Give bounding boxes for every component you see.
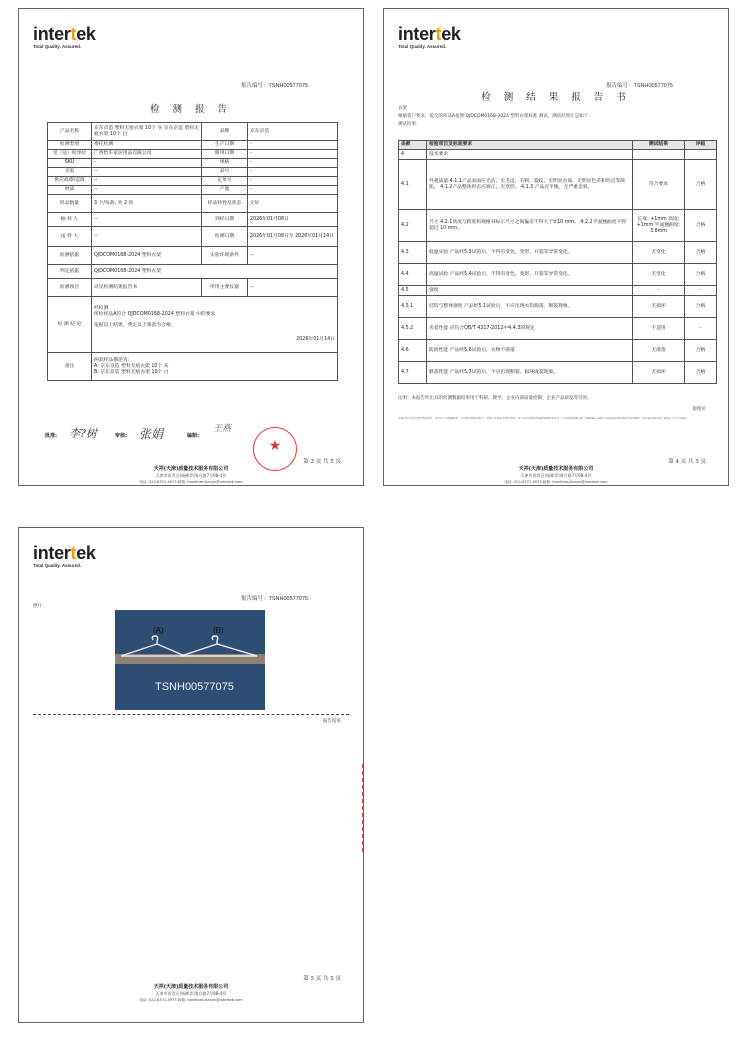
type-value: 委托检测: [92, 141, 202, 150]
sender-label: 送 样 人: [48, 227, 92, 247]
table-row: [399, 210, 717, 242]
sku-label: SKU: [48, 159, 92, 168]
state-label: 样品特性及状态: [202, 195, 248, 213]
approver-signature: 李?树: [69, 427, 97, 440]
page-number: 第 3 页 共 5 页: [303, 459, 341, 465]
brand-label: 品牌: [202, 123, 248, 141]
expiry-label: 限用日期: [202, 150, 248, 159]
report-number: 报告编号：TSNH00577075: [606, 83, 673, 89]
basis-value: QJDCOM0168-2024 塑料衣架: [92, 247, 202, 265]
table-cell: 无损坏: [633, 362, 685, 384]
conclusion-date: 2026年01月14日: [296, 337, 335, 342]
reviewer-signature: 张娟: [139, 427, 164, 441]
table-cell: 防滑性能 产品经5.6试验后，衣物不滑落: [427, 340, 633, 362]
table-cell: 4.7: [399, 362, 427, 384]
report-page-1: [18, 8, 364, 486]
mfg-date-value: -: [248, 141, 338, 150]
hangers-illustration: [115, 610, 265, 710]
table-cell: 合格: [685, 362, 717, 384]
report-end: 报告结束: [323, 719, 341, 724]
col-item: 检验项目及标准要求: [427, 141, 633, 150]
items-label: 检测项目: [48, 279, 92, 297]
table-row: [399, 296, 717, 318]
table-cell: -: [633, 286, 685, 296]
hanger-a: [121, 636, 185, 656]
col-clause: 条款: [399, 141, 427, 150]
mfg-date-label: 生产日期: [202, 141, 248, 150]
buyer-value: --: [92, 168, 202, 177]
origin-value: -: [248, 186, 338, 195]
table-cell: 无滑落: [633, 340, 685, 362]
table-row: [399, 362, 717, 384]
report-info-table: [47, 122, 338, 381]
signature-row: [45, 417, 345, 457]
footer-address: 天津市西青区(杨柳青)海月路7号9B-4层: [520, 473, 592, 478]
table-cell: 无变化: [633, 242, 685, 264]
sample-photo: [115, 610, 265, 710]
instrument-value: --: [248, 279, 338, 297]
table-cell: [633, 150, 685, 160]
conclusion-label: 检 测 结 论: [48, 297, 92, 353]
intro-results: 测试结果：: [398, 122, 421, 127]
client-label: 受（送）检单位: [48, 150, 92, 159]
intertek-logo: intertek Total Quality. Assured.: [398, 24, 461, 49]
table-cell: 夹着性能 应符合QB/T 4317-2012中4.4.3的规定: [427, 318, 633, 340]
intertek-logo: intertek Total Quality. Assured.: [33, 24, 96, 49]
table-cell: 无损坏: [633, 296, 685, 318]
report-number: 报告编号：TSNH00577075: [241, 596, 308, 602]
table-cell: 高温试验 产品经5.4试验后，不得有变色、变形、开裂等异常变化。: [427, 264, 633, 286]
basis-label: 检测依据: [48, 247, 92, 265]
item-no-value: -: [248, 168, 338, 177]
remarks-line-3: B: 京东京造 塑料无痕衣架 10个 白: [94, 369, 169, 375]
page-title: 检 测 报 告: [149, 104, 233, 115]
table-cell: 合格: [685, 340, 717, 362]
page-number: 第 5 页 共 5 页: [303, 976, 341, 982]
qty-label: 样品数量: [48, 195, 92, 213]
page-number: 第 4 页 共 5 页: [668, 459, 706, 465]
table-cell: 4.4: [399, 264, 427, 286]
conclusion-line-2: 所检样品A符合 QJDCOM0168-2024 塑料衣架 中的要求: [94, 312, 216, 317]
page-title: 检 测 结 果 报 告 书: [481, 92, 631, 103]
sender-value: --: [92, 227, 202, 247]
company-seal: ★: [253, 427, 297, 471]
intertek-logo: intertek Total Quality. Assured.: [33, 543, 96, 568]
table-cell: 4.5: [399, 286, 427, 296]
intro-text: 根据客户要求，提交的样品A按照 QJDCOM0168-2024 塑料衣架标准 测试，测试结果汇总如下：: [398, 114, 593, 119]
logo-tagline: Total Quality. Assured.: [398, 44, 447, 49]
footer-company: 天祥(天津)质量技术服务有限公司: [153, 466, 229, 472]
env-label: 实验环境条件: [202, 247, 248, 265]
remarks-line-1: 两款样品描述为:: [94, 357, 130, 363]
table-row: [399, 318, 717, 340]
table-cell: 长度: +1mm 高度: +1mm 平面翘曲度: 3.8mm: [633, 210, 685, 242]
judge-value: QJDCOM0168-2024 塑料衣架: [92, 265, 338, 279]
order-no-value: -: [248, 177, 338, 186]
table-cell: 外观质量 4.1.1产品表面应光洁，无毛边、毛刺、裂纹，无明显杂质，无明显色差和凹点等缺陷。 4.1.2产品整体形态应端正，无变形。 4.1.3 产品应平衡，无严重歪斜。: [427, 160, 633, 210]
report-page-2: [383, 8, 729, 486]
table-cell: 技术要求: [427, 150, 633, 160]
sku-value: -: [92, 159, 202, 168]
items-value: 详见检测结果报告书: [92, 279, 202, 297]
results-table: [398, 140, 717, 384]
product-label: 产品名称: [48, 123, 92, 141]
material-label: 材质: [48, 186, 92, 195]
product-value: 京东京造 塑料无痕衣架 10个 灰 京东京造 塑料无痕衣架 10个 白: [92, 123, 202, 141]
table-cell: 尺寸 4.2.1高度与跨度和规格书标示尺寸之间偏差不得大于±10 mm。 4.2.2平面翘曲度不得超过 10 mm。: [427, 210, 633, 242]
instrument-label: 所用主要仪器: [202, 279, 248, 297]
brand-value: 京东京造: [248, 123, 338, 141]
table-cell: 4.2: [399, 210, 427, 242]
logo-tagline: Total Quality. Assured.: [33, 44, 82, 49]
type-label: 检测类别: [48, 141, 92, 150]
col-result: 测试结果: [633, 141, 685, 150]
remarks-line-2: A: 京东京造 塑料无痕衣架 10个 灰: [94, 363, 169, 369]
table-row: [399, 242, 717, 264]
table-cell: 强度: [427, 286, 633, 296]
footer-contact: 电话: 022-8371-4973 邮箱: hardlines.tianjin@intertek.com: [139, 998, 243, 1002]
expiry-value: -: [248, 150, 338, 159]
usage-note: 注明：本报告所出具的检测数据结果用于科研、教学、企业内部质量控制、企业产品研发等目的。: [398, 396, 592, 401]
footer-address: 天津市西青区(杨柳青)海月路7号9B-4层: [155, 991, 227, 996]
table-cell: 4.5.1: [399, 296, 427, 318]
table-cell: 合格: [685, 210, 717, 242]
remarks-label: 备注: [48, 353, 92, 381]
item-no-label: 品号: [202, 168, 248, 177]
table-cell: 4.1: [399, 160, 427, 210]
judge-label: 判定依据: [48, 265, 92, 279]
table-cell: 跌落性能 产品经5.7试验后，不应出现断裂、损坏或裂现象。: [427, 362, 633, 384]
footer-contact: 电话: 022-8371-4973 邮箱: hardlines.tianjin@intertek.com: [504, 480, 608, 484]
order-no-label: 定单号: [202, 177, 248, 186]
table-cell: 合格: [685, 296, 717, 318]
arrival-value: 2026年01月08日: [248, 213, 338, 227]
divider: [33, 714, 349, 715]
table-row: [399, 286, 717, 296]
photo-tag-a: (A): [153, 626, 164, 635]
footer-company: 天祥(天津)质量技术服务有限公司: [153, 984, 229, 990]
table-row: [399, 340, 717, 362]
table-cell: 挂钩与整体强度 产品经5.1试验后，不应出现衣钩脱落、断裂现象。: [427, 296, 633, 318]
footer-address: 天津市西青区(杨柳青)海月路7号9B-4层: [155, 473, 227, 478]
supplier-value: --: [92, 177, 202, 186]
table-row: [399, 264, 717, 286]
env-value: --: [248, 247, 338, 265]
approve-label: 批准:: [45, 433, 57, 439]
table-cell: 4.5.2: [399, 318, 427, 340]
footer-contact: 电话: 022-8371-4973 邮箱: hardlines.tianjin@intertek.com: [139, 480, 243, 484]
table-cell: 合格: [685, 264, 717, 286]
table-row: [399, 160, 717, 210]
report-number: 报告编号：TSNH00577075: [241, 83, 308, 89]
sampler-value: --: [92, 213, 202, 227]
page-edge-seal: [362, 764, 364, 854]
table-cell: 无变化: [633, 264, 685, 286]
supplier-label: 供应商/制造商: [48, 177, 92, 186]
buyer-label: 买家: [48, 168, 92, 177]
conclusion-line-3: 依据以上结果，判定以上条款为合格。: [94, 323, 176, 328]
photo-tag-b: (B): [213, 626, 224, 635]
compiler-signature: 王燕: [213, 424, 232, 434]
table-cell: 低温实验 产品经5.3试验后，不得有变色、变形、开裂等异常变化。: [427, 242, 633, 264]
table-cell: -: [685, 286, 717, 296]
subject: 衣架: [398, 106, 407, 111]
table-cell: 符合要求: [633, 160, 685, 210]
footer-company: 天祥(天津)质量技术服务有限公司: [518, 466, 594, 472]
hanger-b: [181, 636, 257, 656]
sampler-label: 抽 样 人: [48, 213, 92, 227]
spec-label: 规格: [202, 159, 248, 168]
table-cell: 4.6: [399, 340, 427, 362]
logo-tagline: Total Quality. Assured.: [33, 563, 82, 568]
col-grade: 评级: [685, 141, 717, 150]
conclusion-cell: [92, 297, 338, 353]
qty-value: 3 个/每款, 共 2 款: [92, 195, 202, 213]
photo-label: 照片：: [33, 604, 47, 609]
table-cell: 合格: [685, 160, 717, 210]
arrival-label: 到样日期: [202, 213, 248, 227]
remarks-cell: [92, 353, 338, 381]
table-cell: 4.3: [399, 242, 427, 264]
continued-mark: 接续页: [692, 407, 706, 412]
conclusion-line-1: 经检测: [94, 306, 109, 311]
test-date-label: 检测日期: [202, 227, 248, 247]
state-value: 完好: [248, 195, 338, 213]
report-page-3: [18, 527, 364, 1023]
review-label: 审核:: [115, 433, 127, 439]
compile-label: 编制:: [187, 433, 199, 439]
table-cell: [685, 150, 717, 160]
table-cell: -: [685, 318, 717, 340]
fine-print: 本报告仅对本次送检样品负责。未经本公司书面批准，不得部分复制本报告。本报告无检验专用章无效。本公司仅对所检样品的检测结果负责，不对样品来源负责。Intertek 对委托方所提供的样品信息不负责核实，如有疑问请于报告签发后十五日内提出。: [398, 417, 690, 420]
table-cell: 不适用: [633, 318, 685, 340]
origin-label: 产地: [202, 186, 248, 195]
client-value: 广西怡车家居用品有限公司: [92, 150, 202, 159]
material-value: --: [92, 186, 202, 195]
spec-value: -: [248, 159, 338, 168]
test-date-value: 2026年01月08日至 2026年01月14日: [248, 227, 338, 247]
photo-caption: TSNH00577075: [155, 681, 234, 693]
table-cell: 合格: [685, 242, 717, 264]
table-row: [399, 150, 717, 160]
table-cell: 4: [399, 150, 427, 160]
